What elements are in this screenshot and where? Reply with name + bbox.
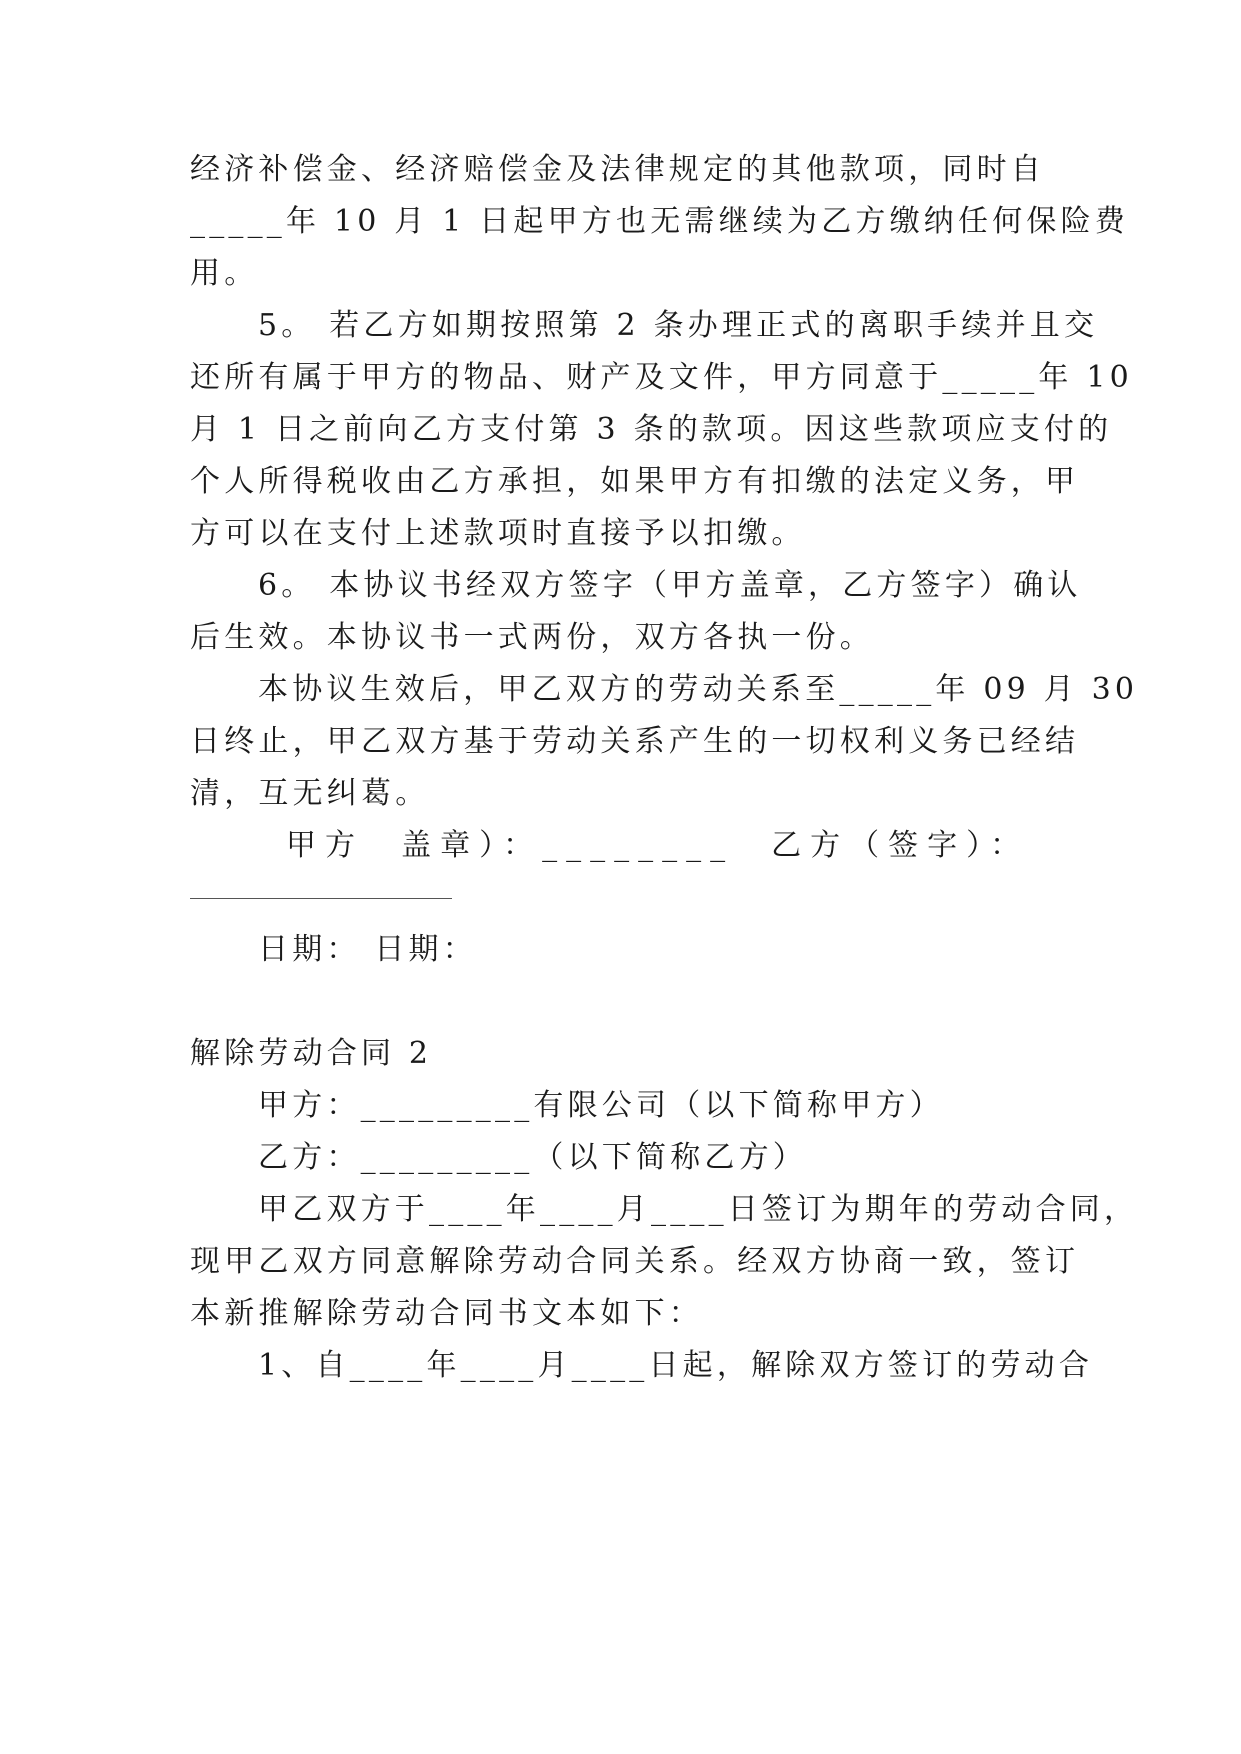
paragraph-line: 用。 xyxy=(190,256,259,291)
date-line: 日期： 日期： xyxy=(258,932,477,967)
paragraph-line: 日终止，甲乙双方基于劳动关系产生的一切权利义务已经结 xyxy=(190,724,1080,759)
paragraph-line: 方可以在支付上述款项时直接予以扣缴。 xyxy=(190,516,806,551)
signature-underline xyxy=(190,898,452,899)
paragraph-line: 经济补偿金、经济赔偿金及法律规定的其他款项，同时自 xyxy=(190,152,1045,187)
paragraph-line: 甲乙双方于____年____月____日签订为期年的劳动合同， xyxy=(258,1192,1139,1227)
paragraph-line: 本协议生效后，甲乙双方的劳动关系至_____年 09 月 30 xyxy=(258,672,1139,707)
paragraph-line: 本新推解除劳动合同书文本如下： xyxy=(190,1296,703,1331)
paragraph-line: 还所有属于甲方的物品、财产及文件，甲方同意于_____年 10 xyxy=(190,360,1133,395)
clause-5-line: 5。 若乙方如期按照第 2 条办理正式的离职手续并且交 xyxy=(258,308,1099,343)
paragraph-line: 现甲乙双方同意解除劳动合同关系。经双方协商一致，签订 xyxy=(190,1244,1080,1279)
clause-6-line: 6。 本协议书经双方签字（甲方盖章，乙方签字）确认 xyxy=(258,568,1082,603)
party-b-line: 乙方：_________（以下简称乙方） xyxy=(258,1140,807,1175)
paragraph-line: 月 1 日之前向乙方支付第 3 条的款项。因这些款项应支付的 xyxy=(190,412,1113,447)
party-a-line: 甲方：_________有限公司（以下简称甲方） xyxy=(258,1088,944,1123)
clause-1-line: 1、自____年____月____日起，解除双方签订的劳动合 xyxy=(258,1348,1094,1383)
section-title: 解除劳动合同 2 xyxy=(190,1036,433,1071)
paragraph-line: _____年 10 月 1 日起甲方也无需继续为乙方缴纳任何保险费 xyxy=(190,204,1130,239)
paragraph-line: 清，互无纠葛。 xyxy=(190,776,430,811)
paragraph-line: 个人所得税收由乙方承担，如果甲方有扣缴的法定义务，甲 xyxy=(190,464,1080,499)
signature-line: 甲方 盖章）：________ 乙方（签字）： xyxy=(286,828,1030,863)
paragraph-line: 后生效。本协议书一式两份，双方各执一份。 xyxy=(190,620,874,655)
